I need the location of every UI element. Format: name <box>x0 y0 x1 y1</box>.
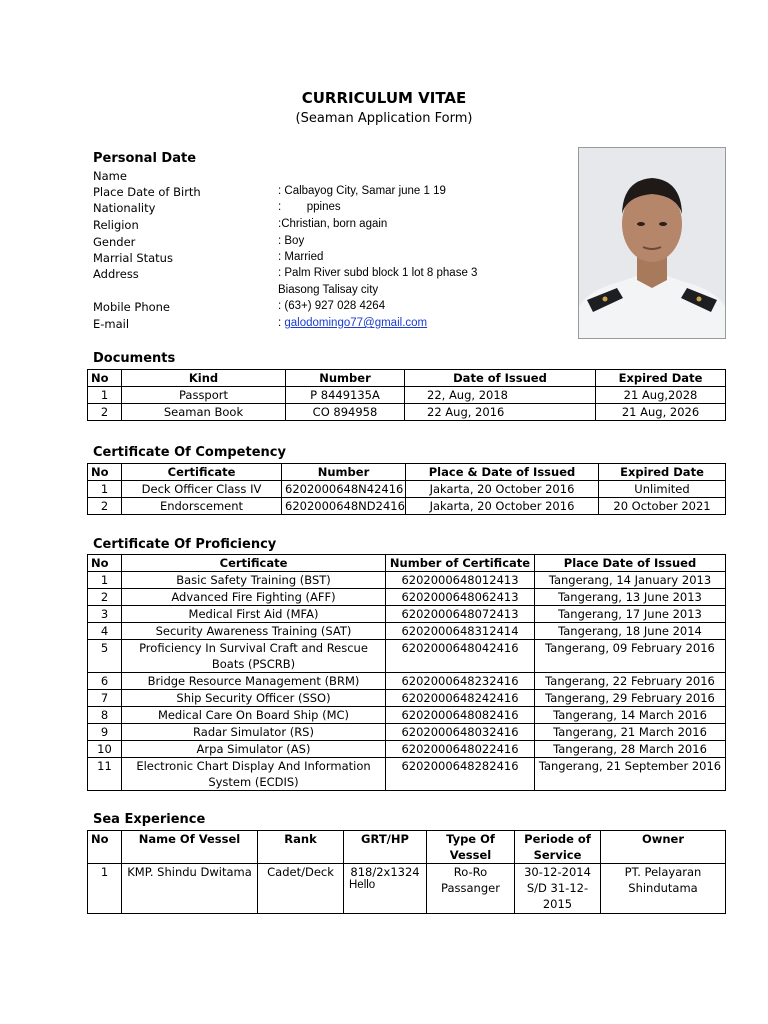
table-cell: P 8449135A <box>286 387 405 404</box>
sea-heading: Sea Experience <box>93 812 206 827</box>
table-cell: 6202000648082416 <box>386 707 535 724</box>
table-cell: 4 <box>88 623 122 640</box>
table-cell: 1 <box>88 387 122 404</box>
grt-value: 818/2x1324 <box>350 865 420 879</box>
table-cell: Ship Security Officer (SSO) <box>122 690 386 707</box>
table-cell: Tangerang, 14 January 2013 <box>535 572 726 589</box>
personal-label: Address <box>93 267 139 281</box>
personal-label: Place Date of Birth <box>93 185 201 199</box>
table-cell: Jakarta, 20 October 2016 <box>406 481 599 498</box>
personal-value: : Calbayog City, Samar june 1 19 <box>278 185 446 197</box>
table-cell: Basic Safety Training (BST) <box>122 572 386 589</box>
personal-label: E-mail <box>93 317 130 331</box>
table-cell: 6202000648282416 <box>386 758 535 791</box>
table-header-row <box>88 831 726 864</box>
table-cell: 21 Aug,2028 <box>596 387 726 404</box>
table-row <box>88 404 726 421</box>
table-cell: 6 <box>88 673 122 690</box>
table-cell: 6202000648022416 <box>386 741 535 758</box>
table-row <box>88 387 726 404</box>
table-cell: 20 October 2021 <box>599 498 726 515</box>
table-cell: Tangerang, 21 March 2016 <box>535 724 726 741</box>
column-header: Date of Issued <box>405 370 596 387</box>
table-row <box>88 864 726 914</box>
personal-value: :Christian, born again <box>278 218 388 230</box>
table-cell: PT. Pelayaran Shindutama <box>601 864 726 914</box>
table-cell: Advanced Fire Fighting (AFF) <box>122 589 386 606</box>
table-row <box>88 724 726 741</box>
table-cell: Tangerang, 29 February 2016 <box>535 690 726 707</box>
sea-experience-table <box>87 830 726 914</box>
table-cell: 1 <box>88 864 122 914</box>
personal-label: Marrial Status <box>93 251 173 265</box>
table-cell: 5 <box>88 640 122 673</box>
table-cell: Cadet/Deck <box>258 864 344 914</box>
personal-value: : Boy <box>278 235 305 247</box>
column-header: Kind <box>122 370 286 387</box>
table-cell: Tangerang, 09 February 2016 <box>535 640 726 673</box>
table-cell: Tangerang, 14 March 2016 <box>535 707 726 724</box>
table-row <box>88 758 726 791</box>
column-header: No <box>88 370 122 387</box>
table-cell: Electronic Chart Display And Information System (ECDIS) <box>122 758 386 791</box>
table-row <box>88 707 726 724</box>
table-cell: 22 Aug, 2016 <box>405 404 596 421</box>
table-cell: 3 <box>88 606 122 623</box>
table-cell <box>344 864 427 914</box>
documents-heading: Documents <box>93 351 176 366</box>
table-row <box>88 690 726 707</box>
column-header: No <box>88 555 122 572</box>
table-cell: Jakarta, 20 October 2016 <box>406 498 599 515</box>
email-prefix: : <box>278 317 285 329</box>
personal-label: Mobile Phone <box>93 300 171 314</box>
table-cell: Tangerang, 21 September 2016 <box>535 758 726 791</box>
overlay-text: Hello <box>349 879 376 891</box>
column-header: Number <box>282 464 406 481</box>
table-row <box>88 481 726 498</box>
personal-label: Nationality <box>93 201 156 215</box>
table-cell: 1 <box>88 572 122 589</box>
table-cell: Deck Officer Class IV <box>122 481 282 498</box>
table-cell: 6202000648072413 <box>386 606 535 623</box>
table-cell: 6202000648032416 <box>386 724 535 741</box>
competency-table <box>87 463 726 515</box>
table-cell: Medical First Aid (MFA) <box>122 606 386 623</box>
column-header: Owner <box>601 831 726 864</box>
table-cell: 6202000648312414 <box>386 623 535 640</box>
table-cell: 6202000648242416 <box>386 690 535 707</box>
table-cell: Proficiency In Survival Craft and Rescue Boats (PSCRB) <box>122 640 386 673</box>
table-cell: Seaman Book <box>122 404 286 421</box>
personal-label: Religion <box>93 218 139 232</box>
column-header: Place & Date of Issued <box>406 464 599 481</box>
table-row <box>88 606 726 623</box>
table-row <box>88 623 726 640</box>
personal-value: : ppines <box>278 201 341 213</box>
table-cell: Endorscement <box>122 498 282 515</box>
table-cell: Tangerang, 22 February 2016 <box>535 673 726 690</box>
email-value <box>278 317 427 329</box>
personal-value: : Married <box>278 251 324 263</box>
document-subtitle: (Seaman Application Form) <box>295 111 473 126</box>
documents-table <box>87 369 726 421</box>
email-link[interactable]: galodomingo77@gmail.com <box>284 317 428 329</box>
table-cell: CO 894958 <box>286 404 405 421</box>
table-cell: 8 <box>88 707 122 724</box>
table-cell: Tangerang, 18 June 2014 <box>535 623 726 640</box>
table-cell: 10 <box>88 741 122 758</box>
column-header: No <box>88 831 122 864</box>
table-cell: 6202000648042416 <box>386 640 535 673</box>
personal-label: Name <box>93 169 127 183</box>
column-header: Name Of Vessel <box>122 831 258 864</box>
table-cell: Tangerang, 28 March 2016 <box>535 741 726 758</box>
table-cell: Passport <box>122 387 286 404</box>
column-header: GRT/HP <box>344 831 427 864</box>
table-cell: 6202000648232416 <box>386 673 535 690</box>
table-cell: Unlimited <box>599 481 726 498</box>
personal-heading: Personal Date <box>93 151 197 166</box>
table-row <box>88 673 726 690</box>
column-header: Expired Date <box>596 370 726 387</box>
column-header: Type Of Vessel <box>427 831 515 864</box>
table-row <box>88 498 726 515</box>
column-header: Periode of Service <box>515 831 601 864</box>
table-row <box>88 589 726 606</box>
table-cell: 9 <box>88 724 122 741</box>
column-header: Rank <box>258 831 344 864</box>
table-cell: Bridge Resource Management (BRM) <box>122 673 386 690</box>
table-cell: KMP. Shindu Dwitama <box>122 864 258 914</box>
table-cell: Security Awareness Training (SAT) <box>122 623 386 640</box>
proficiency-heading: Certificate Of Proficiency <box>93 537 277 552</box>
table-cell: Medical Care On Board Ship (MC) <box>122 707 386 724</box>
table-cell: 6202000648062413 <box>386 589 535 606</box>
table-cell: Arpa Simulator (AS) <box>122 741 386 758</box>
column-header: Number of Certificate <box>386 555 535 572</box>
table-cell: Tangerang, 13 June 2013 <box>535 589 726 606</box>
personal-value: Biasong Talisay city <box>278 284 379 296</box>
table-cell: 30-12-2014 S/D 31-12-2015 <box>515 864 601 914</box>
table-cell: 2 <box>88 498 122 515</box>
table-cell: 2 <box>88 589 122 606</box>
table-row <box>88 572 726 589</box>
column-header: Certificate <box>122 555 386 572</box>
table-cell: 6202000648012413 <box>386 572 535 589</box>
table-header-row <box>88 555 726 572</box>
table-cell: 7 <box>88 690 122 707</box>
table-header-row <box>88 370 726 387</box>
table-cell: 1 <box>88 481 122 498</box>
table-header-row <box>88 464 726 481</box>
personal-value: : Palm River subd block 1 lot 8 phase 3 <box>278 267 478 279</box>
table-cell: 6202000648ND2416 <box>282 498 406 515</box>
column-header: Expired Date <box>599 464 726 481</box>
table-cell: Tangerang, 17 June 2013 <box>535 606 726 623</box>
proficiency-table <box>87 554 726 791</box>
column-header: Certificate <box>122 464 282 481</box>
column-header: No <box>88 464 122 481</box>
portrait-image <box>579 148 725 338</box>
table-cell: 2 <box>88 404 122 421</box>
table-cell: 6202000648N42416 <box>282 481 406 498</box>
table-cell: 21 Aug, 2026 <box>596 404 726 421</box>
table-cell: 22, Aug, 2018 <box>405 387 596 404</box>
personal-label: Gender <box>93 235 136 249</box>
table-cell: Ro-Ro Passanger <box>427 864 515 914</box>
column-header: Place Date of Issued <box>535 555 726 572</box>
profile-photo <box>578 147 726 339</box>
document-title: CURRICULUM VITAE <box>301 89 467 107</box>
personal-value: : (63+) 927 028 4264 <box>278 300 386 312</box>
table-row <box>88 640 726 673</box>
competency-heading: Certificate Of Competency <box>93 445 286 460</box>
table-cell: 11 <box>88 758 122 791</box>
table-row <box>88 741 726 758</box>
column-header: Number <box>286 370 405 387</box>
table-cell: Radar Simulator (RS) <box>122 724 386 741</box>
